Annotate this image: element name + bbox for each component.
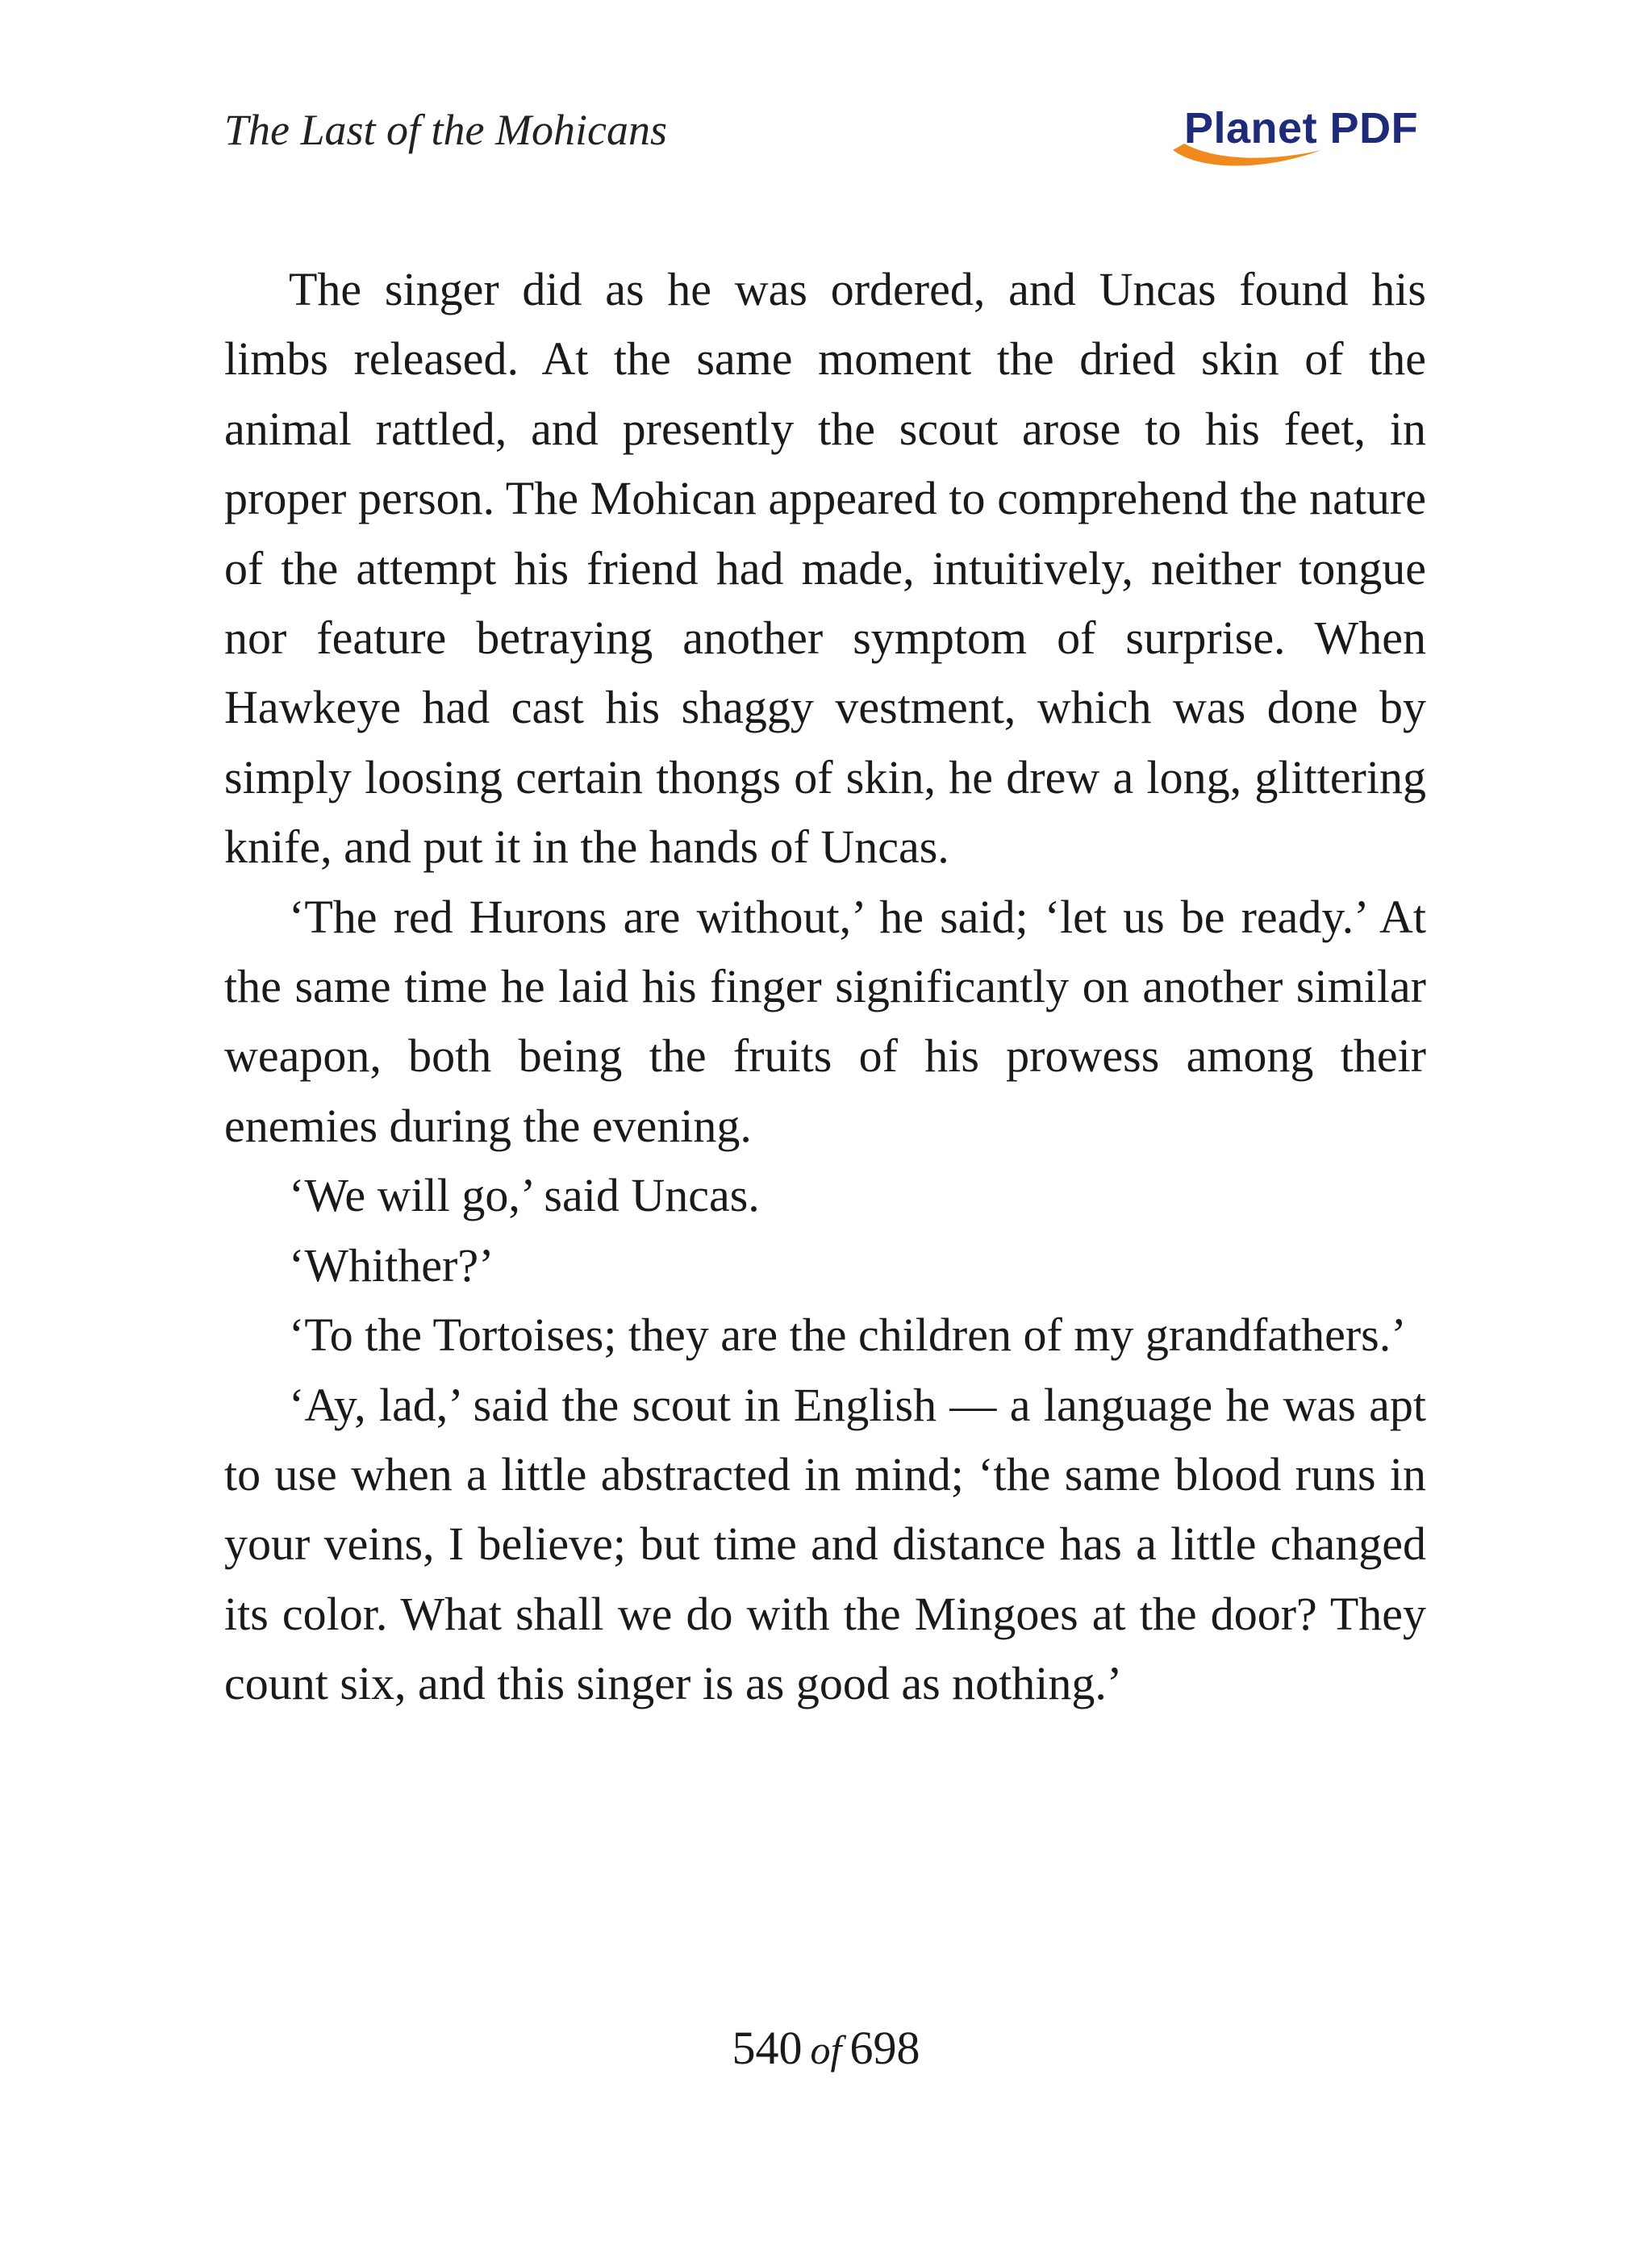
paragraph: ‘To the Tortoises; they are the children of my grandfathers.’ xyxy=(289,1309,1407,1362)
book-title: The Last of the Mohicans xyxy=(224,106,667,154)
page-number xyxy=(0,2022,1652,2074)
paragraph: ‘The red Hurons are without,’ he said; ‘let us be ready.’ At the same time he laid his finger significantly on another similar weapon, both being the fruits of his prowess among their enemies during the evening. xyxy=(224,890,1426,1152)
logo-text: Planet PDF xyxy=(1184,104,1419,152)
paragraph: ‘Whither?’ xyxy=(289,1238,494,1292)
page-current: 540 xyxy=(732,2022,803,2074)
page-body xyxy=(224,255,1426,1719)
page-total: 698 xyxy=(849,2022,920,2074)
paragraph: The singer did as he was ordered, and Uncas found his limbs released. At the same moment the dried skin of the animal rattled, and presently the scout arose to his feet, in proper person. The Mohican appeared to comprehend the nature of the attempt his friend had made, intuitively, neither tongue nor feature betraying another symptom of surprise. When Hawkeye had cast his shaggy vestment, which was done by simply loosing certain thongs of skin, he drew a long, glittering knife, and put it in the hands of Uncas. xyxy=(224,263,1426,874)
page-header xyxy=(224,103,1426,176)
page-of-label: of xyxy=(810,2027,842,2072)
paragraph: ‘Ay, lad,’ said the scout in English — a language he was apt to use when a little abstracted in mind; ‘the same blood runs in your veins, I believe; but time and distance has a little changed its color. What shall we do with the Mingoes at the door? They count six, and this singer is as good as nothing.’ xyxy=(224,1378,1426,1710)
paragraph: ‘We will go,’ said Uncas. xyxy=(289,1169,760,1222)
planet-pdf-logo xyxy=(1168,103,1426,168)
